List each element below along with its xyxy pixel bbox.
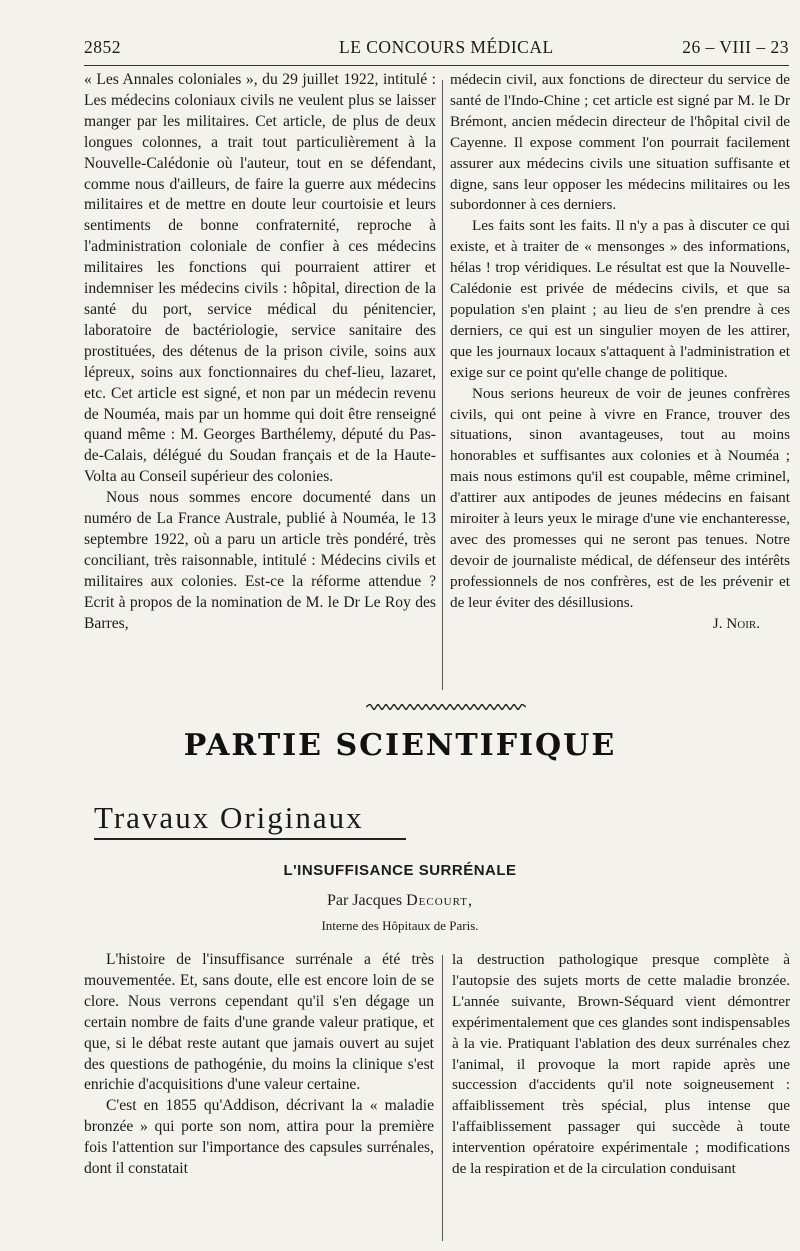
byline-prefix: Par Jacques [327, 892, 403, 909]
header-rule [84, 65, 789, 66]
author-affiliation: Interne des Hôpitaux de Paris. [321, 918, 479, 933]
paragraph: médecin civil, aux fonctions de directeur du service de santé de l'Indo-Chine ; cet article est signé par M. le Dr Brémont, ancien médecin directeur de l'hôpital civil de Cayenne. Il expose comment l'on pourrait facilement assurer aux médecins civils une situation suffisante et digne, sans leur opposer les médecins militaires ou les subordonner à ces derniers. [450, 71, 790, 214]
lower-left-column [84, 950, 434, 1180]
author-byline [0, 892, 800, 910]
author-name: Decourt, [406, 892, 473, 909]
upper-left-column [84, 70, 436, 634]
section-ornament [366, 704, 526, 710]
paragraph: C'est en 1855 qu'Addison, décrivant la « maladie bronzée » qui porte son nom, attira pour la première fois l'attention sur l'importance des capsules surrénales, dont il constatait [84, 1097, 434, 1178]
paragraph: Les faits sont les faits. Il n'y a pas à discuter ce qui existe, et à traiter de « mensonges » des informations, hélas ! trop véridiques. Le résultat est que la Nouvelle-Calédonie est privée de médecins civils, et que sa population s'en plaint ; au lieu de s'en prendre à ces derniers, ce qui est un singulier moyen de les attirer, que les journaux locaux s'attaquent à l'administration et exige sur ce point qu'elle change de politique. [450, 217, 790, 381]
subsection-rule [94, 838, 406, 840]
upper-right-column [450, 70, 790, 634]
section-heading: PARTIE SCIENTIFIQUE [183, 728, 617, 763]
lower-right-column [452, 950, 790, 1180]
page-number: 2852 [84, 37, 121, 57]
column-divider-lower [442, 955, 443, 1241]
journal-title: LE CONCOURS MÉDICAL [339, 37, 554, 57]
paragraph: Nous nous sommes encore documenté dans un numéro de La France Australe, publié à Nouméa, le 13 septembre 1922, où a paru un article très pondéré, très conciliant, très raisonnable, intitulé : Médecins civils et militaires aux colonies. Est-ce la réforme attendue ? Ecrit à propos de la nomination de M. le Dr Le Roy des Barres, [84, 489, 436, 632]
running-header [84, 37, 789, 65]
article-title: L'INSUFFISANCE SURRÉNALE [283, 862, 517, 879]
column-divider [442, 80, 443, 690]
paragraph: L'histoire de l'insuffisance surrénale a été très mouvementée. Et, sans doute, elle est encore loin de se clore. Nous verrons cependant qu'il s'en dégage un certain nombre de faits d'une grande valeur pratique, et que, si le débat reste autant que jamais ouvert au sujet des questions de pathogénie, du moins la clinique s'est enrichie d'acquisitions d'une valeur certaine. [84, 951, 434, 1094]
issue-date: 26 – VIII – 23 [682, 37, 789, 57]
author-signature: J. Noir. [712, 614, 760, 632]
paragraph: « Les Annales coloniales », du 29 juillet 1922, intitulé : Les médecins coloniaux civils ne veulent plus se laisser manger par les militaires. Cet article, de plus de deux longues colonnes, a trait tout particulièrement à la Nouvelle-Calédonie où l'auteur, tout en se défendant, comme nous d'ailleurs, de faire la guerre aux médecins militaires et de mettre en doute leur courtoisie et leurs sentiments de bonne confraternité, reproche à l'administration coloniale de confier à ces médecins militaires les fonctions qui pourraient attirer et indemniser les médecins civils : hôpital, direction de la santé du port, service médical du pénitencier, laboratoire de bactériologie, service sanitaire des prostituées, des détenus de la prison civile, soins aux lépreux, soins aux fonctionnaires du chef-lieu, lazaret, etc. Cet article est signé, et non par un médecin revenu de Nouméa, mais par un homme qui doit être renseigné quand même : M. Georges Barthélemy, député du Pas-de-Calais, délégué du Soudan français et de la Haute-Volta au Conseil supérieur des colonies. [84, 71, 436, 486]
paragraph: Nous serions heureux de voir de jeunes confrères civils, qui ont peine à vivre en France, trouver des situations, sinon avantageuses, tout au moins honorables et suffisantes aux colonies et à Nouméa ; mais nous estimons qu'il est coupable, même criminel, d'attirer aux antipodes de jeunes médecins en faisant miroiter à leurs yeux le mirage d'une vie enchanteresse, avec des promesses qui ne seront pas tenues. Notre devoir de journaliste médical, de défenseur des intérêts professionnels de nos confrères, est de les prévenir et de leur éviter des désillusions. [450, 384, 790, 611]
paragraph: la destruction pathologique presque complète à l'autopsie des sujets morts de cette maladie bronzée. L'année suivante, Brown-Séquard vient démontrer expérimentalement que ces glandes sont indispensables à la vie. Pratiquant l'ablation des deux surrénales chez l'animal, il provoque la mort rapide après une succession d'accidents qu'il note soigneusement : affaiblissement très spécial, plus intense que l'affaiblissement passager qui succède à toute intervention opératoire expérimentale ; modifications de la respiration et de la circulation conduisant [452, 951, 790, 1178]
subsection-heading: Travaux Originaux [94, 800, 364, 835]
